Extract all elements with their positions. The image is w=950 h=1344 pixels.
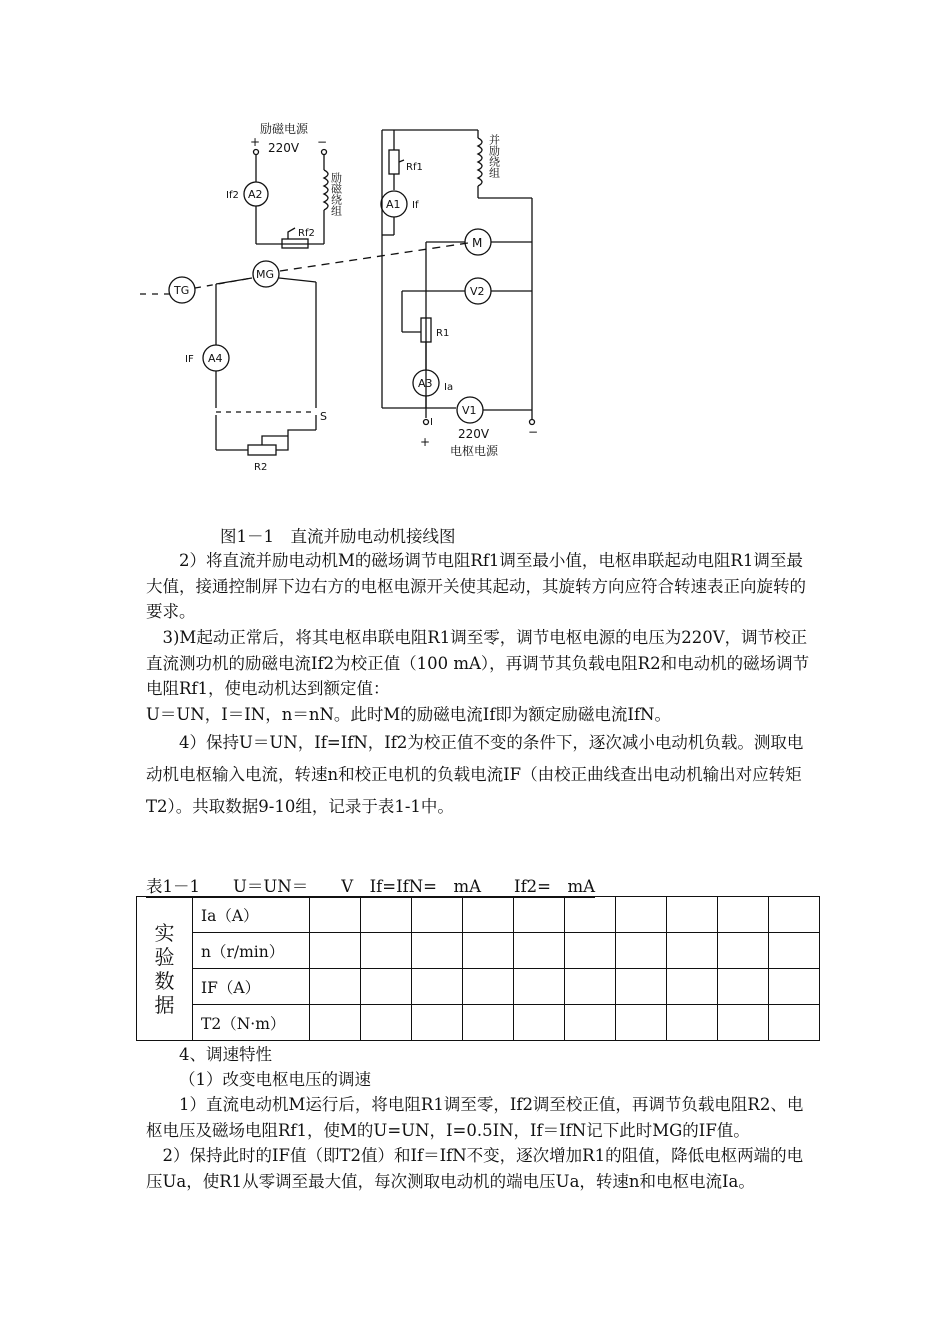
row-label-t2: T2（N·m） [193,1005,310,1041]
svg-text:IF: IF [185,354,194,365]
table-row [137,969,820,1005]
svg-text:S: S [320,410,327,423]
field-winding-coil [324,170,328,210]
svg-text:并励绕组: 并励绕组 [487,134,501,178]
svg-text:If: If [412,200,419,211]
armature-supply-label: 电枢电源 [450,444,499,458]
paragraph-step-3: 3)M起动正常后，将其电枢串联电阻R1调至零，调节电枢电源的电压为220V，调节校正直流测功机的励磁电流If2为校正值（100 mA），再调节其负载电阻R2和电动机的磁场调节电阻Rf1，使电动机达到额定值： [146,628,810,698]
svg-text:−: − [528,425,539,439]
paragraph-speed-2: 2）保持此时的IF值（即T2值）和If＝IfN不变，逐次增加R1的阻值，降低电枢两端的电压Ua，使R1从零调至最大值，每次测取电动机的端电压Ua，转速n和电枢电流Ia。 [146,1146,804,1191]
svg-text:A4: A4 [208,352,223,365]
row-label-if: IF（A） [193,969,310,1005]
paragraph-step-4: 4）保持U＝UN，If=IfN，If2为校正值不变的条件下，逐次减小电动机负载。测取电动机电枢输入电流，转速n和校正电机的负载电流IF（由校正曲线查出电动机输出对应转矩T2）。共取数据9-10组，记录于表1-1中。 [146,733,804,816]
terminal [530,420,535,425]
row-label-ia: Ia（A） [193,897,310,933]
resistor-r2 [248,445,276,455]
circuit-diagram [140,120,560,470]
svg-text:MG: MG [256,268,275,281]
shunt-winding-coil [478,138,482,186]
terminal [254,150,259,155]
subsection-heading: （1）改变电枢电压的调速 [179,1070,371,1089]
svg-text:+: + [420,435,431,449]
svg-text:TG: TG [174,284,190,297]
resistor-rf1 [389,150,399,174]
field-supply-voltage: 220V [268,141,300,155]
svg-text:M: M [472,236,483,250]
paragraph-step-2: 2）将直流并励电动机M的磁场调节电阻Rf1调至最小值，电枢串联起动电阻R1调至最大值，接通控制屏下边右方的电枢电源开关使其起动，其旋转方向应符合转速表正向旋转的要求。 [146,551,806,621]
svg-text:V1: V1 [462,404,477,417]
svg-text:Rf1: Rf1 [406,162,423,173]
svg-text:+: + [250,135,261,149]
svg-text:A3: A3 [418,377,433,390]
side-label: 实 验 数 据 [137,897,193,1041]
svg-text:If2: If2 [226,190,239,201]
svg-text:R1: R1 [436,328,450,339]
paragraph-speed-1: 1）直流电动机M运行后，将电阻R1调至零，If2调至校正值，再调节负载电阻R2、电枢电压及磁场电阻Rf1，使M的U=UN，I=0.5IN，If＝IfN记下此时MG的IF值。 [146,1095,804,1140]
terminal [322,150,327,155]
svg-text:Rf2: Rf2 [298,228,315,239]
data-table [136,896,820,1041]
armature-voltage: 220V [458,427,490,441]
svg-text:−: − [317,135,328,149]
svg-text:R2: R2 [254,462,268,470]
paragraph-step-3-rated: U＝UN，I＝IN，n＝nN。此时M的励磁电流If即为额定励磁电流IfN。 [146,705,671,724]
svg-text:I: I [430,417,433,428]
row-label-n: n（r/min） [193,933,310,969]
table-row [137,1005,820,1041]
svg-text:A1: A1 [386,198,401,211]
terminal [424,420,429,425]
field-supply-title: 励磁电源 [260,122,309,136]
svg-text:A2: A2 [248,188,263,201]
table-row [137,933,820,969]
figure-caption: 图1－1 直流并励电动机接线图 [220,527,456,546]
svg-text:励磁绕组: 励磁绕组 [329,172,343,216]
svg-text:Ia: Ia [444,382,454,393]
table-row [137,897,820,933]
section-heading: 4、调速特性 [179,1045,272,1064]
table-title: 表1－1 U＝UN＝ V If=IfN= mA If2= mA [146,877,596,896]
svg-text:V2: V2 [470,285,485,298]
